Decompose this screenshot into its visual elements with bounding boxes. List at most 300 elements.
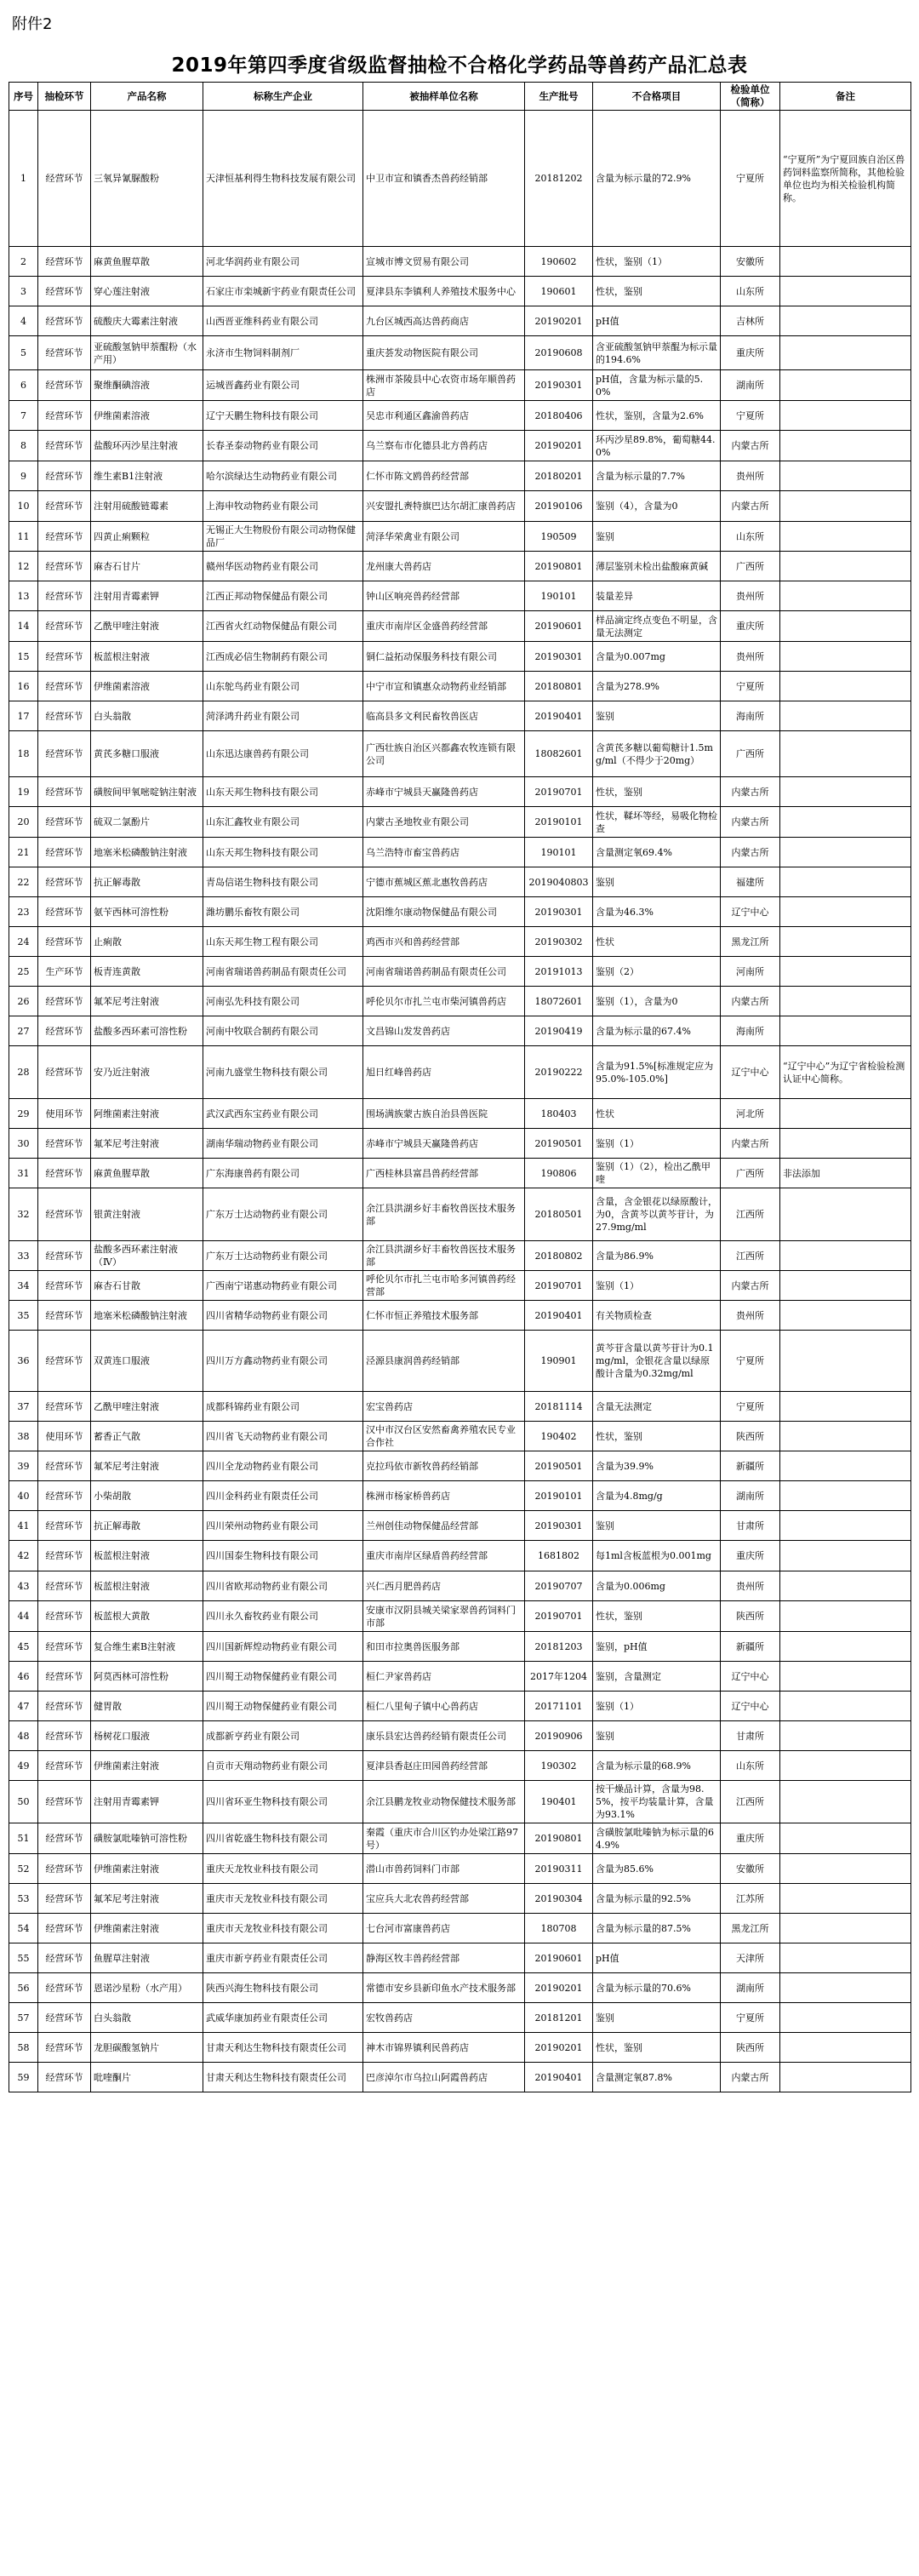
sampled-unit-cell: 内蒙古圣地牧业有限公司	[363, 807, 525, 838]
inspection-stage-cell: 经营环节	[38, 111, 91, 247]
failed-item-cell: 含量为85.6%	[593, 1854, 721, 1884]
summary-table	[9, 82, 911, 2092]
sampled-unit-cell: 宣城市博文贸易有限公司	[363, 247, 525, 277]
inspection-stage-cell: 经营环节	[38, 1854, 91, 1884]
manufacturer-cell: 山东鸵鸟药业有限公司	[203, 672, 363, 701]
product-name-cell: 磺胺氯吡嗪钠可溶性粉	[91, 1823, 203, 1854]
remark-cell	[780, 1884, 911, 1914]
row-number: 25	[9, 957, 38, 987]
manufacturer-cell: 重庆市天龙牧业科技有限公司	[203, 1914, 363, 1943]
testing-unit-cell: 内蒙古所	[721, 987, 780, 1016]
row-number: 12	[9, 552, 38, 581]
batch-number-cell: 20190311	[525, 1854, 593, 1884]
manufacturer-cell: 四川永久畜牧药业有限公司	[203, 1601, 363, 1632]
testing-unit-cell: 重庆所	[721, 1541, 780, 1571]
inspection-stage-cell: 经营环节	[38, 1451, 91, 1481]
failed-item-cell: 鉴别，含量测定	[593, 1662, 721, 1692]
manufacturer-cell: 四川万方鑫动物药业有限公司	[203, 1331, 363, 1392]
manufacturer-cell: 潍坊鹏乐畜牧有限公司	[203, 897, 363, 927]
manufacturer-cell: 河北华润药业有限公司	[203, 247, 363, 277]
table-row	[9, 491, 911, 522]
remark-cell	[780, 611, 911, 642]
failed-item-cell: 有关物质检查	[593, 1301, 721, 1331]
product-name-cell: 板蓝根大黄散	[91, 1601, 203, 1632]
inspection-stage-cell: 经营环节	[38, 731, 91, 777]
table-row	[9, 1973, 911, 2003]
testing-unit-cell: 内蒙古所	[721, 491, 780, 522]
table-row	[9, 1601, 911, 1632]
remark-cell: “辽宁中心”为辽宁省检验检测认证中心简称。	[780, 1046, 911, 1099]
row-number: 34	[9, 1271, 38, 1301]
inspection-stage-cell: 经营环节	[38, 1632, 91, 1662]
row-number: 54	[9, 1914, 38, 1943]
product-name-cell: 银黄注射液	[91, 1188, 203, 1241]
remark-cell	[780, 370, 911, 401]
testing-unit-cell: 贵州所	[721, 1301, 780, 1331]
table-row	[9, 1781, 911, 1823]
batch-number-cell: 20190701	[525, 777, 593, 807]
row-number: 16	[9, 672, 38, 701]
inspection-stage-cell: 经营环节	[38, 927, 91, 957]
manufacturer-cell: 自贡市天翔动物药业有限公司	[203, 1751, 363, 1781]
product-name-cell: 注射用硫酸链霉素	[91, 491, 203, 522]
manufacturer-cell: 长春圣泰动物药业有限公司	[203, 431, 363, 461]
sampled-unit-cell: 宏牧兽药店	[363, 2003, 525, 2033]
inspection-stage-cell: 经营环节	[38, 247, 91, 277]
batch-number-cell: 20190701	[525, 1601, 593, 1632]
failed-item-cell: 薄层鉴别未检出盐酸麻黄碱	[593, 552, 721, 581]
inspection-stage-cell: 经营环节	[38, 491, 91, 522]
testing-unit-cell: 安徽所	[721, 1854, 780, 1884]
failed-item-cell: 含量为标示量的72.9%	[593, 111, 721, 247]
inspection-stage-cell: 经营环节	[38, 1601, 91, 1632]
product-name-cell: 地塞米松磷酸钠注射液	[91, 1301, 203, 1331]
remark-cell	[780, 1099, 911, 1129]
manufacturer-cell: 重庆市天龙牧业科技有限公司	[203, 1884, 363, 1914]
row-number: 40	[9, 1481, 38, 1511]
column-header: 抽检环节	[38, 83, 91, 111]
sampled-unit-cell: 围场满族蒙古族自治县兽医院	[363, 1099, 525, 1129]
failed-item-cell: 性状	[593, 1099, 721, 1129]
row-number: 55	[9, 1943, 38, 1973]
inspection-stage-cell: 经营环节	[38, 1692, 91, 1721]
product-name-cell: 地塞米松磷酸钠注射液	[91, 838, 203, 867]
sampled-unit-cell: 赤峰市宁城县天赢隆兽药店	[363, 1129, 525, 1159]
inspection-stage-cell: 经营环节	[38, 581, 91, 611]
row-number: 11	[9, 522, 38, 552]
product-name-cell: 蓄香正气散	[91, 1422, 203, 1451]
table-row	[9, 777, 911, 807]
failed-item-cell: 鉴别（1），含量为0	[593, 987, 721, 1016]
testing-unit-cell: 辽宁中心	[721, 897, 780, 927]
inspection-stage-cell: 经营环节	[38, 1721, 91, 1751]
remark-cell	[780, 987, 911, 1016]
manufacturer-cell: 四川国泰生物科技有限公司	[203, 1541, 363, 1571]
testing-unit-cell: 江西所	[721, 1188, 780, 1241]
remark-cell	[780, 1188, 911, 1241]
manufacturer-cell: 四川荣州动物药业有限公司	[203, 1511, 363, 1541]
inspection-stage-cell: 经营环节	[38, 777, 91, 807]
failed-item-cell: 性状	[593, 927, 721, 957]
manufacturer-cell: 江西正邦动物保健品有限公司	[203, 581, 363, 611]
table-row	[9, 807, 911, 838]
row-number: 6	[9, 370, 38, 401]
table-row	[9, 701, 911, 731]
row-number: 30	[9, 1129, 38, 1159]
product-name-cell: 乙酰甲喹注射液	[91, 611, 203, 642]
inspection-stage-cell: 经营环节	[38, 306, 91, 336]
batch-number-cell: 20190301	[525, 1511, 593, 1541]
testing-unit-cell: 湖南所	[721, 370, 780, 401]
inspection-stage-cell: 经营环节	[38, 611, 91, 642]
remark-cell	[780, 306, 911, 336]
testing-unit-cell: 江西所	[721, 1241, 780, 1271]
remark-cell	[780, 461, 911, 491]
failed-item-cell: 含亚硫酸氢钠甲萘醌为标示量的194.6%	[593, 336, 721, 370]
remark-cell	[780, 927, 911, 957]
batch-number-cell: 1681802	[525, 1541, 593, 1571]
product-name-cell: 白头翁散	[91, 2003, 203, 2033]
manufacturer-cell: 四川全龙动物药业有限公司	[203, 1451, 363, 1481]
batch-number-cell: 20190608	[525, 336, 593, 370]
manufacturer-cell: 山西晋亚维科药业有限公司	[203, 306, 363, 336]
product-name-cell: 麻黄鱼腥草散	[91, 1159, 203, 1188]
testing-unit-cell: 广西所	[721, 1159, 780, 1188]
remark-cell	[780, 491, 911, 522]
failed-item-cell: 含量为91.5%[标准规定应为95.0%-105.0%]	[593, 1046, 721, 1099]
row-number: 45	[9, 1632, 38, 1662]
failed-item-cell: 按干燥品计算，含量为98.5%，按平均装量计算，含量为93.1%	[593, 1781, 721, 1823]
remark-cell	[780, 1271, 911, 1301]
testing-unit-cell: 河南所	[721, 957, 780, 987]
sampled-unit-cell: 七台河市富康兽药店	[363, 1914, 525, 1943]
table-row	[9, 522, 911, 552]
product-name-cell: 氟苯尼考注射液	[91, 987, 203, 1016]
batch-number-cell: 20190304	[525, 1884, 593, 1914]
table-row	[9, 867, 911, 897]
inspection-stage-cell: 使用环节	[38, 1422, 91, 1451]
batch-number-cell: 2019040803	[525, 867, 593, 897]
product-name-cell: 麻黄鱼腥草散	[91, 247, 203, 277]
testing-unit-cell: 山东所	[721, 277, 780, 306]
testing-unit-cell: 湖南所	[721, 1481, 780, 1511]
batch-number-cell: 20190201	[525, 1973, 593, 2003]
table-row	[9, 2003, 911, 2033]
sampled-unit-cell: 鸡西市兴和兽药经营部	[363, 927, 525, 957]
product-name-cell: 抗正解毒散	[91, 867, 203, 897]
failed-item-cell: 含量测定氧87.8%	[593, 2063, 721, 2092]
row-number: 9	[9, 461, 38, 491]
remark-cell	[780, 1721, 911, 1751]
failed-item-cell: 鉴别（1）	[593, 1129, 721, 1159]
inspection-stage-cell: 使用环节	[38, 1099, 91, 1129]
remark-cell	[780, 581, 911, 611]
row-number: 38	[9, 1422, 38, 1451]
remark-cell	[780, 1016, 911, 1046]
table-row	[9, 370, 911, 401]
batch-number-cell: 20190501	[525, 1129, 593, 1159]
row-number: 32	[9, 1188, 38, 1241]
remark-cell	[780, 672, 911, 701]
manufacturer-cell: 四川省飞天动物药业有限公司	[203, 1422, 363, 1451]
remark-cell	[780, 957, 911, 987]
failed-item-cell: 鉴别	[593, 2003, 721, 2033]
product-name-cell: 乙酰甲喹注射液	[91, 1392, 203, 1422]
row-number: 33	[9, 1241, 38, 1271]
product-name-cell: 板蓝根注射液	[91, 1571, 203, 1601]
table-row	[9, 1692, 911, 1721]
remark-cell	[780, 1973, 911, 2003]
product-name-cell: 穿心莲注射液	[91, 277, 203, 306]
remark-cell	[780, 522, 911, 552]
inspection-stage-cell: 经营环节	[38, 807, 91, 838]
table-row	[9, 552, 911, 581]
table-row	[9, 957, 911, 987]
failed-item-cell: pH值	[593, 306, 721, 336]
failed-item-cell: 鉴别（4），含量为0	[593, 491, 721, 522]
row-number: 28	[9, 1046, 38, 1099]
row-number: 37	[9, 1392, 38, 1422]
manufacturer-cell: 湖南华瑞动物药业有限公司	[203, 1129, 363, 1159]
failed-item-cell: 含量，含金银花以绿原酸计，为0，含黄芩以黄芩苷计，为27.9mg/ml	[593, 1188, 721, 1241]
table-row	[9, 1541, 911, 1571]
sampled-unit-cell: 重庆市南岸区金盛兽药经营部	[363, 611, 525, 642]
manufacturer-cell: 山东汇鑫牧业有限公司	[203, 807, 363, 838]
testing-unit-cell: 内蒙古所	[721, 1271, 780, 1301]
testing-unit-cell: 重庆所	[721, 611, 780, 642]
testing-unit-cell: 江西所	[721, 1781, 780, 1823]
remark-cell	[780, 1392, 911, 1422]
testing-unit-cell: 贵州所	[721, 1571, 780, 1601]
failed-item-cell: 含量为4.8mg/g	[593, 1481, 721, 1511]
row-number: 50	[9, 1781, 38, 1823]
failed-item-cell: 含量为0.007mg	[593, 642, 721, 672]
inspection-stage-cell: 经营环节	[38, 1943, 91, 1973]
product-name-cell: 注射用青霉素钾	[91, 1781, 203, 1823]
row-number: 42	[9, 1541, 38, 1571]
remark-cell	[780, 1571, 911, 1601]
product-name-cell: 伊维菌素注射液	[91, 1854, 203, 1884]
manufacturer-cell: 山东天邦生物工程有限公司	[203, 927, 363, 957]
testing-unit-cell: 广西所	[721, 552, 780, 581]
testing-unit-cell: 天津所	[721, 1943, 780, 1973]
batch-number-cell: 20190601	[525, 1943, 593, 1973]
failed-item-cell: 鉴别（1）	[593, 1692, 721, 1721]
remark-cell	[780, 777, 911, 807]
product-name-cell: 氟苯尼考注射液	[91, 1129, 203, 1159]
sampled-unit-cell: 广西桂林县富昌兽药经营部	[363, 1159, 525, 1188]
inspection-stage-cell: 经营环节	[38, 987, 91, 1016]
testing-unit-cell: 重庆所	[721, 1823, 780, 1854]
inspection-stage-cell: 经营环节	[38, 2033, 91, 2063]
failed-item-cell: 含黄芪多糖以葡萄糖计1.5mg/ml（不得少于20mg）	[593, 731, 721, 777]
sampled-unit-cell: 呼伦贝尔市扎兰屯市柴河镇兽药店	[363, 987, 525, 1016]
table-row	[9, 2033, 911, 2063]
batch-number-cell: 20190301	[525, 897, 593, 927]
testing-unit-cell: 安徽所	[721, 247, 780, 277]
row-number: 1	[9, 111, 38, 247]
column-header: 序号	[9, 83, 38, 111]
row-number: 59	[9, 2063, 38, 2092]
batch-number-cell: 190901	[525, 1331, 593, 1392]
table-row	[9, 111, 911, 247]
remark-cell	[780, 642, 911, 672]
inspection-stage-cell: 经营环节	[38, 522, 91, 552]
testing-unit-cell: 江苏所	[721, 1884, 780, 1914]
table-row	[9, 277, 911, 306]
batch-number-cell: 20181201	[525, 2003, 593, 2033]
failed-item-cell: 含量为标示量的7.7%	[593, 461, 721, 491]
column-header: 生产批号	[525, 83, 593, 111]
testing-unit-cell: 宁夏所	[721, 1331, 780, 1392]
batch-number-cell: 190302	[525, 1751, 593, 1781]
row-number: 49	[9, 1751, 38, 1781]
inspection-stage-cell: 经营环节	[38, 897, 91, 927]
table-row	[9, 1016, 911, 1046]
testing-unit-cell: 辽宁中心	[721, 1046, 780, 1099]
batch-number-cell: 20190401	[525, 701, 593, 731]
sampled-unit-cell: 中卫市宣和镇香杰兽药经销部	[363, 111, 525, 247]
row-number: 27	[9, 1016, 38, 1046]
testing-unit-cell: 山东所	[721, 522, 780, 552]
remark-cell	[780, 1943, 911, 1973]
product-name-cell: 伊维菌素注射液	[91, 1751, 203, 1781]
manufacturer-cell: 上海申牧动物药业有限公司	[203, 491, 363, 522]
remark-cell	[780, 1241, 911, 1271]
manufacturer-cell: 江西省火红动物保健品有限公司	[203, 611, 363, 642]
remark-cell	[780, 552, 911, 581]
batch-number-cell: 20190419	[525, 1016, 593, 1046]
table-row	[9, 672, 911, 701]
product-name-cell: 小柴胡散	[91, 1481, 203, 1511]
sampled-unit-cell: 兴仁西月肥兽药店	[363, 1571, 525, 1601]
failed-item-cell: 含量为标示量的68.9%	[593, 1751, 721, 1781]
remark-cell	[780, 1854, 911, 1884]
table-row	[9, 401, 911, 431]
row-number: 57	[9, 2003, 38, 2033]
testing-unit-cell: 广西所	[721, 731, 780, 777]
inspection-stage-cell: 经营环节	[38, 1781, 91, 1823]
product-name-cell: 板蓝根注射液	[91, 1541, 203, 1571]
inspection-stage-cell: 经营环节	[38, 1129, 91, 1159]
product-name-cell: 盐酸多西环素可溶性粉	[91, 1016, 203, 1046]
sampled-unit-cell: 九台区城西高达兽药商店	[363, 306, 525, 336]
testing-unit-cell: 贵州所	[721, 642, 780, 672]
row-number: 58	[9, 2033, 38, 2063]
sampled-unit-cell: 河南省瑞诺兽药制品有限责任公司	[363, 957, 525, 987]
inspection-stage-cell: 经营环节	[38, 2003, 91, 2033]
batch-number-cell: 180403	[525, 1099, 593, 1129]
table-row	[9, 611, 911, 642]
batch-number-cell: 20191013	[525, 957, 593, 987]
manufacturer-cell: 山东天邦生物科技有限公司	[203, 777, 363, 807]
sampled-unit-cell: 仁怀市陈文鸥兽药经营部	[363, 461, 525, 491]
inspection-stage-cell: 经营环节	[38, 701, 91, 731]
sampled-unit-cell: 康乐县宏达兽药经销有限责任公司	[363, 1721, 525, 1751]
batch-number-cell: 20181114	[525, 1392, 593, 1422]
sampled-unit-cell: 宏宝兽药店	[363, 1392, 525, 1422]
sampled-unit-cell: 余江县洪湖乡好丰畜牧兽医技术服务部	[363, 1188, 525, 1241]
remark-cell: “宁夏所”为宁夏回族自治区兽药饲料监察所简称，其他检验单位也均为相关检验机构简称。	[780, 111, 911, 247]
batch-number-cell: 190509	[525, 522, 593, 552]
table-row	[9, 987, 911, 1016]
testing-unit-cell: 福建所	[721, 867, 780, 897]
remark-cell	[780, 401, 911, 431]
manufacturer-cell: 河南省瑞诺兽药制品有限责任公司	[203, 957, 363, 987]
remark-cell	[780, 2063, 911, 2092]
remark-cell	[780, 336, 911, 370]
product-name-cell: 抗正解毒散	[91, 1511, 203, 1541]
row-number: 17	[9, 701, 38, 731]
table-row	[9, 1854, 911, 1884]
sampled-unit-cell: 旭日红峰兽药店	[363, 1046, 525, 1099]
product-name-cell: 伊维菌素溶液	[91, 401, 203, 431]
sampled-unit-cell: 铜仁益拓动保服务科技有限公司	[363, 642, 525, 672]
manufacturer-cell: 重庆天龙牧业科技有限公司	[203, 1854, 363, 1884]
inspection-stage-cell: 经营环节	[38, 1241, 91, 1271]
table-row	[9, 247, 911, 277]
remark-cell	[780, 1914, 911, 1943]
sampled-unit-cell: 夏津县东李镇利人养殖技术服务中心	[363, 277, 525, 306]
batch-number-cell: 190601	[525, 277, 593, 306]
product-name-cell: 白头翁散	[91, 701, 203, 731]
remark-cell: 非法添加	[780, 1159, 911, 1188]
sampled-unit-cell: 赤峰市宁城县天赢隆兽药店	[363, 777, 525, 807]
product-name-cell: 杨树花口服液	[91, 1721, 203, 1751]
failed-item-cell: 性状，鉴别	[593, 277, 721, 306]
sampled-unit-cell: 临高县多文利民畜牧兽医店	[363, 701, 525, 731]
table-row	[9, 1188, 911, 1241]
manufacturer-cell: 山东天邦生物科技有限公司	[203, 838, 363, 867]
product-name-cell: 阿维菌素注射液	[91, 1099, 203, 1129]
testing-unit-cell: 内蒙古所	[721, 807, 780, 838]
table-row	[9, 1422, 911, 1451]
inspection-stage-cell: 经营环节	[38, 461, 91, 491]
testing-unit-cell: 黑龙江所	[721, 1914, 780, 1943]
manufacturer-cell: 赣州华医动物药业有限公司	[203, 552, 363, 581]
failed-item-cell: 含量无法测定	[593, 1392, 721, 1422]
inspection-stage-cell: 经营环节	[38, 2063, 91, 2092]
manufacturer-cell: 武汉武西东宝药业有限公司	[203, 1099, 363, 1129]
row-number: 31	[9, 1159, 38, 1188]
row-number: 13	[9, 581, 38, 611]
row-number: 22	[9, 867, 38, 897]
failed-item-cell: 性状，鉴别	[593, 1601, 721, 1632]
product-name-cell: 三氧异氰脲酸粉	[91, 111, 203, 247]
remark-cell	[780, 1481, 911, 1511]
table-row	[9, 1271, 911, 1301]
remark-cell	[780, 1331, 911, 1392]
inspection-stage-cell: 经营环节	[38, 336, 91, 370]
sampled-unit-cell: 宁德市蕉城区蕉北惠牧兽药店	[363, 867, 525, 897]
manufacturer-cell: 甘肃天利达生物科技有限责任公司	[203, 2063, 363, 2092]
batch-number-cell: 20181202	[525, 111, 593, 247]
column-header: 标称生产企业	[203, 83, 363, 111]
table-row	[9, 1159, 911, 1188]
manufacturer-cell: 成都科锦药业有限公司	[203, 1392, 363, 1422]
remark-cell	[780, 731, 911, 777]
failed-item-cell: 性状，鉴别	[593, 1422, 721, 1451]
batch-number-cell: 18082601	[525, 731, 593, 777]
remark-cell	[780, 247, 911, 277]
manufacturer-cell: 四川省精华动物药业有限公司	[203, 1301, 363, 1331]
failed-item-cell: 鉴别	[593, 1721, 721, 1751]
batch-number-cell: 20190301	[525, 642, 593, 672]
failed-item-cell: 鉴别（1）（2），检出乙酰甲喹	[593, 1159, 721, 1188]
failed-item-cell: 鉴别	[593, 867, 721, 897]
manufacturer-cell: 四川省乾盛生物科技有限公司	[203, 1823, 363, 1854]
remark-cell	[780, 2003, 911, 2033]
